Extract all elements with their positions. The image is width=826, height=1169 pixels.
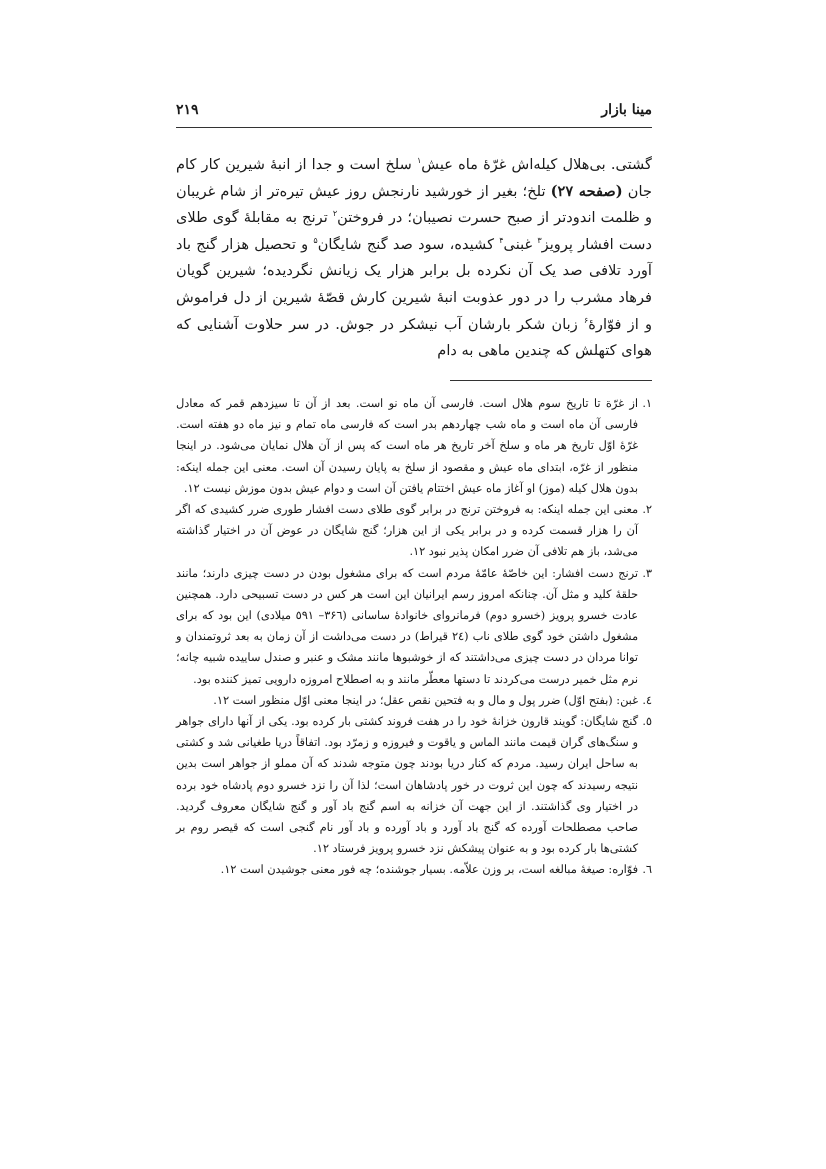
footnote-number: ۱. (642, 397, 652, 410)
footnotes (176, 393, 652, 881)
footnote-ref-2: ۲ (332, 209, 338, 219)
running-title: مینا بازار (601, 102, 652, 118)
footnote (176, 499, 652, 563)
body-text-6: کشیده، سود صد گنج شایگان (317, 235, 500, 253)
footnote-text: فوّاره: صیغهٔ مبالغه است، بر وزن علاّمه. بسیار جوشنده؛ چه فور معنی جوشیدن است ۱۲. (220, 863, 638, 877)
footnote-ref-5: ۵ (313, 235, 318, 245)
footnote-ref-4: ۴ (499, 235, 504, 245)
body-text-2: سلخ است و جدا از انبهٔ شیرین کار کام جان (176, 156, 652, 200)
footnote-ref-1: ۱ (416, 156, 422, 166)
running-head (176, 100, 652, 124)
footnote-number: ٦. (642, 863, 652, 877)
footnote-number: ٥. (642, 715, 652, 729)
footnote-rule (450, 380, 652, 381)
footnote-text: ترنج دست افشار: این خاصّهٔ عامّهٔ مردم است که برای مشغول بودن در دست چیزی دارند؛ مانند حلقهٔ کلید و مثل آن. چنانکه امروز رسم ایرانیان این است هر کس در دست تسبیحی دارد. همچنین عادت خسرو پرویز (خسرو دوم) فرمانروای خانوادهٔ ساسانی (۳۶٦– ٥٩١ میلادی) این بود که برای مشغول داشتن خود گوی طلای ناب (۲٤ قیراط) در دست می‌داشت از آن زمان به بعد ثروتمندان و توانا مردان در دست چیزی می‌داشتند که از خوشبوها مانند مشک و عنبر و صندل ساییده شبیه چانه؛ نرم مثل خمیر درست می‌کردند تا دستها معطّر مانند و به اصطلاح امروزه دارویی تمیز کننده بود. (176, 566, 639, 686)
footnote (176, 859, 652, 880)
footnote-text: گنج شایگان: گویند قارون خزانهٔ خود را در هفت فروند کشتی بار کرده بود. یکی از آنها دارای جواهر و سنگ‌های گران قیمت مانند الماس و یاقوت و فیروزه و زمرّد بود. اتفاقاً دریا طغیانی شد و کشتی به ساحل ایران رسید. مردم که کنار دریا بودند چون متوجه شدند که آن مملو از جواهر است بدین نتیجه رسیدند که چون این ثروت در خور پادشاهان است؛ لذا آن را نزد خسرو دوم پادشاه خود برده در اختیار وی گذاشتند. از این جهت آن خزانه به اسم گنج باد آور و گنج شایگان معروف گردید. صاحب مصطلحات آورده که گنج باد آورد و باد آورده و باد آور نام گنجی است که قیصر روم بر کشتی‌ها بار کرده بود و به عنوان پیشکش نزد خسرو پرویز فرستاد ۱۲. (176, 715, 638, 856)
footnote-ref-6: ۶ (583, 315, 589, 325)
footnote-ref-3: ۳ (537, 235, 542, 245)
footnote (176, 711, 652, 859)
page-marker: (صفحه ۲۷) (550, 182, 623, 200)
footnote-text: غبن: (بفتح اوّل) ضرر پول و مال و به فتحین نقص عقل؛ در اینجا معنی اوّل منظور است ۱۲. (213, 693, 638, 707)
body-text-8: زبان شکر بارشان آب نیشکر در جوش. در سر حلاوت آشنایی که هوای کتهلش که چندین ماهی به دام (176, 315, 652, 360)
body-text-3: تلخ؛ بغیر از خورشید نارنجش روز عیش تیره‌تر از شام غریبان و ظلمت اندودتر از صبح حسرت نصیبان؛ در فروختن (176, 182, 652, 227)
footnote-text: از غرّة تا تاریخ سوم هلال است. فارسی آن ماه نو است. بعد از آن تا سیزدهم قمر که معادل فارسی آن ماه است و ماه شب چهاردهم بدر است که فارسی ماه تمام و نیز ماه دو هفته است. غرّهٔ اوّل تاریخ هر ماه و سلخ آخر تاریخ هر ماه است که پس از آن هلال نمایان می‌شود. در اینجا منظور از غرّه، ابتدای ماه عیش و مقصود از سلخ به پایان رسیدن آن است. معنی این جمله اینکه: بدون هلال کیله (موز) او آغاز ماه عیش اختتام یافتن آن است و دوام عیش بدون موزش نیست ۱۲. (176, 397, 638, 495)
footnote (176, 563, 652, 690)
page-number: ۲۱۹ (176, 102, 199, 118)
footnote (176, 393, 652, 499)
footnote-number: ۳. (642, 566, 652, 580)
body-text-1: گشتی. بی‌هلال کیله‌اش غرّهٔ ماه عیش (421, 156, 652, 173)
body-text-4: ترنج به مقابلهٔ گوی طلای دست افشار پرویز (176, 209, 652, 253)
main-paragraph (176, 152, 652, 365)
footnote-number: ۲. (642, 503, 652, 517)
footnote-text: معنی این جمله اینکه: به فروختن ترنج در برابر گوی طلای دست افشار طوری ضرر کشیدی که اگر آن را هزار قسمت کرده و در برابر یکی از این هزار؛ گنج شایگان در عوض آن در اختیار گذاشته می‌شد، باز هم تلافی آن ضرر امکان پذیر نبود ۱۲. (176, 503, 638, 559)
body-text-5: غبنی (503, 235, 538, 253)
body-text-7: و تحصیل هزار گنج باد آورد تلافی صد یک آن نکرده بل برابر هزار یک زیانش نگردیده؛ شیرین گویان فرهاد مشرب را در دور عذوبت انبهٔ شیرین کارش قصّهٔ شیرین از دل فراموش و از فوّارهٔ (176, 235, 652, 333)
footnote (176, 690, 652, 711)
header-rule (176, 127, 652, 128)
footnote-number: ٤. (642, 693, 652, 707)
